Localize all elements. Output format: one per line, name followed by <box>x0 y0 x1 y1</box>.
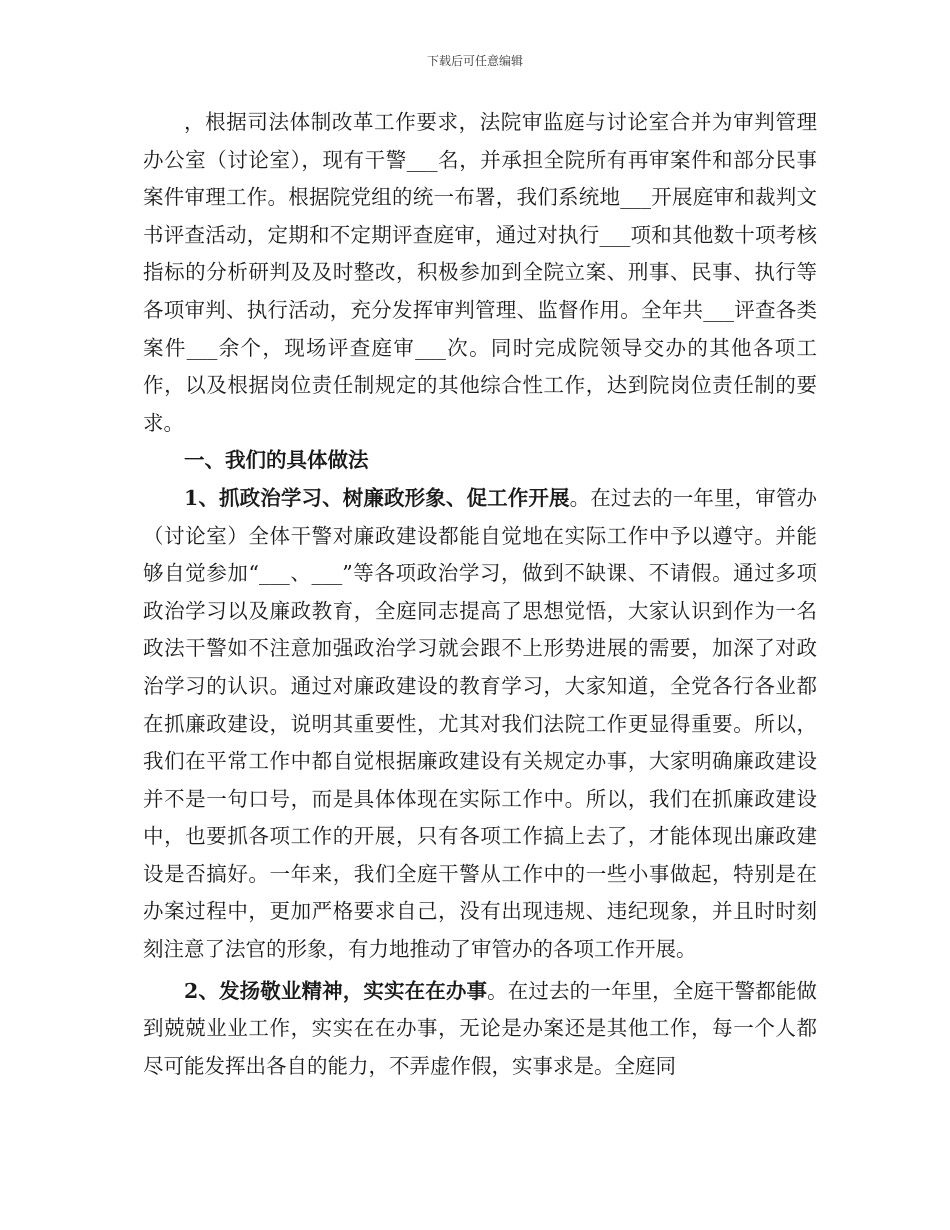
item-2-title: 2、发扬敬业精神，实实在在办事 <box>184 978 488 1003</box>
item-1-body: 。在过去的一年里，审管办（讨论室）全体干警对廉政建设都能自觉地在实际工作中予以遵守。并能够自觉参加“___、___”等各项政治学习，做到不缺课、不请假。通过多项政治学习以及廉政教育，全庭同志提高了思想觉悟，大家认识到作为一名政法干警如不注意加强政治学习就会跟不上形势进展的需要，加深了对政治学习的认识。通过对廉政建设的教育学习，大家知道，全党各行各业都在抓廉政建设，说明其重要性，尤其对我们法院工作更显得重要。所以，我们在平常工作中都自觉根据廉政建设有关规定办事，大家明确廉政建设并不是一句口号，而是具体体现在实际工作中。所以，我们在抓廉政建设中，也要抓各项工作的开展，只有各项工作搞上去了，才能体现出廉政建设是否搞好。一年来，我们全庭干警从工作中的一些小事做起，特别是在办案过程中，更加严格要求自己，没有出现违规、违纪现象，并且时时刻刻注意了法官的形象，有力地推动了审管办的各项工作开展。 <box>143 485 818 962</box>
item-1-title: 1、抓政治学习、树廉政形象、促工作开展 <box>184 485 570 510</box>
item-2-body: 。在过去的一年里，全庭干警都能做到兢兢业业工作，实实在在办事，无论是办案还是其他工作，每一个人都尽可能发挥出各自的能力，不弄虚作假，实事求是。全庭同 <box>143 978 818 1078</box>
item-1-paragraph <box>143 480 817 969</box>
section-heading: 一、我们的具体做法 <box>184 448 369 473</box>
item-2-paragraph <box>143 973 817 1086</box>
page-header: 下载后可任意编辑 <box>426 54 523 68</box>
document-body <box>143 104 817 1085</box>
intro-paragraph: ，根据司法体制改革工作要求，法院审监庭与讨论室合并为审判管理办公室（讨论室），现有干警___名，并承担全院所有再审案件和部分民事案件审理工作。根据院党组的统一布署，我们系统地___开展庭审和裁判文书评查活动，定期和不定期评查庭审，通过对执行___项和其他数十项考核指标的分析研判及及时整改，积极参加到全院立案、刑事、民事、执行等各项审判、执行活动，充分发挥审判管理、监督作用。全年共___评查各类案件___余个，现场评查庭审___次。同时完成院领导交办的其他各项工作，以及根据岗位责任制规定的其他综合性工作，达到院岗位责任制的要求。 <box>143 110 817 435</box>
